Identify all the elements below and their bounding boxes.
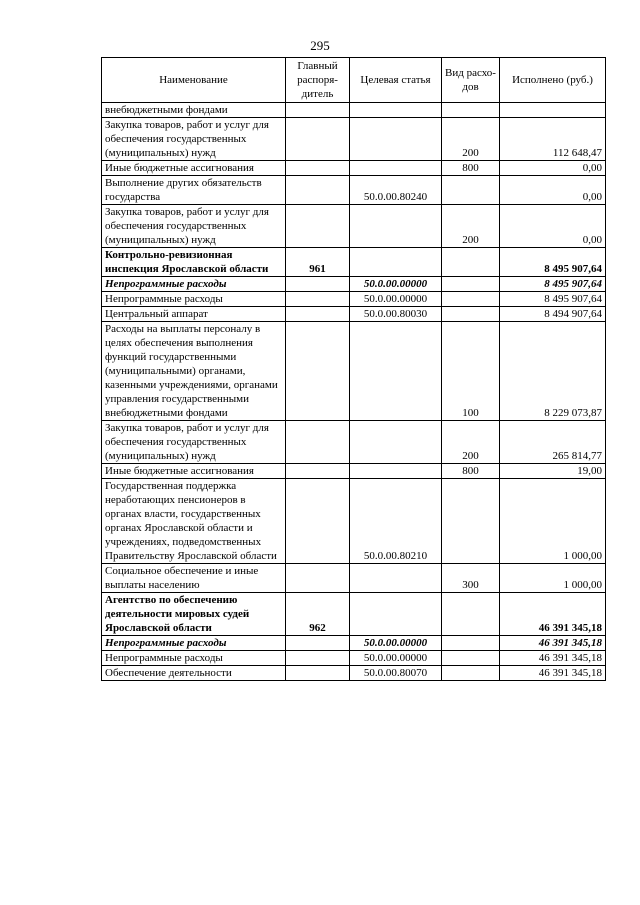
cell-amount: 265 814,77 xyxy=(500,421,606,464)
cell-manager xyxy=(286,421,350,464)
cell-target xyxy=(350,421,442,464)
cell-target xyxy=(350,593,442,636)
cell-kind xyxy=(442,479,500,564)
cell-amount: 19,00 xyxy=(500,464,606,479)
cell-target: 50.0.00.80210 xyxy=(350,479,442,564)
cell-amount xyxy=(500,103,606,118)
cell-manager xyxy=(286,277,350,292)
cell-name: Непрограммные расходы xyxy=(102,636,286,651)
cell-target: 50.0.00.00000 xyxy=(350,277,442,292)
cell-amount: 46 391 345,18 xyxy=(500,651,606,666)
cell-amount: 46 391 345,18 xyxy=(500,636,606,651)
cell-amount: 8 229 073,87 xyxy=(500,322,606,421)
cell-target xyxy=(350,118,442,161)
cell-name: Иные бюджетные ассигнования xyxy=(102,464,286,479)
cell-manager xyxy=(286,205,350,248)
cell-amount: 1 000,00 xyxy=(500,479,606,564)
header-target: Целевая статья xyxy=(350,58,442,103)
cell-amount: 8 495 907,64 xyxy=(500,248,606,277)
cell-kind xyxy=(442,292,500,307)
cell-target: 50.0.00.80240 xyxy=(350,176,442,205)
table-row xyxy=(102,161,606,176)
cell-kind xyxy=(442,248,500,277)
cell-target xyxy=(350,205,442,248)
cell-manager xyxy=(286,564,350,593)
header-manager: Главный распоря-дитель xyxy=(286,58,350,103)
cell-kind: 200 xyxy=(442,205,500,248)
cell-target: 50.0.00.80030 xyxy=(350,307,442,322)
cell-manager xyxy=(286,176,350,205)
cell-kind xyxy=(442,176,500,205)
cell-manager xyxy=(286,651,350,666)
cell-kind xyxy=(442,593,500,636)
cell-kind xyxy=(442,277,500,292)
cell-kind xyxy=(442,636,500,651)
cell-amount: 8 494 907,64 xyxy=(500,307,606,322)
cell-target xyxy=(350,564,442,593)
table-body xyxy=(102,103,606,681)
table-row xyxy=(102,479,606,564)
cell-manager: 961 xyxy=(286,248,350,277)
cell-target xyxy=(350,322,442,421)
budget-execution-table xyxy=(101,57,606,681)
cell-manager xyxy=(286,322,350,421)
cell-manager xyxy=(286,118,350,161)
cell-name: Непрограммные расходы xyxy=(102,277,286,292)
header-amount: Исполнено (руб.) xyxy=(500,58,606,103)
table-row xyxy=(102,564,606,593)
cell-name: Иные бюджетные ассигнования xyxy=(102,161,286,176)
cell-target xyxy=(350,464,442,479)
cell-name: Непрограммные расходы xyxy=(102,651,286,666)
table-row xyxy=(102,103,606,118)
table-row xyxy=(102,464,606,479)
cell-kind: 800 xyxy=(442,464,500,479)
table-row xyxy=(102,307,606,322)
header-name: Наименование xyxy=(102,58,286,103)
table-header-row xyxy=(102,58,606,103)
cell-manager xyxy=(286,464,350,479)
cell-name: Выполнение других обязательств государства xyxy=(102,176,286,205)
cell-manager xyxy=(286,666,350,681)
cell-manager xyxy=(286,161,350,176)
cell-amount: 1 000,00 xyxy=(500,564,606,593)
table-row xyxy=(102,651,606,666)
cell-amount: 46 391 345,18 xyxy=(500,593,606,636)
cell-kind: 300 xyxy=(442,564,500,593)
table-row xyxy=(102,176,606,205)
cell-manager xyxy=(286,307,350,322)
table-row xyxy=(102,248,606,277)
cell-manager xyxy=(286,103,350,118)
table-row xyxy=(102,322,606,421)
cell-target: 50.0.00.00000 xyxy=(350,651,442,666)
table-row xyxy=(102,636,606,651)
cell-name: Социальное обеспечение и иные выплаты населению xyxy=(102,564,286,593)
cell-kind xyxy=(442,307,500,322)
cell-target: 50.0.00.00000 xyxy=(350,292,442,307)
table-row xyxy=(102,593,606,636)
cell-amount: 46 391 345,18 xyxy=(500,666,606,681)
cell-kind: 100 xyxy=(442,322,500,421)
cell-kind: 200 xyxy=(442,421,500,464)
cell-name: Контрольно-ревизионная инспекция Ярославской области xyxy=(102,248,286,277)
cell-amount: 112 648,47 xyxy=(500,118,606,161)
page-number: 295 xyxy=(310,38,330,53)
cell-target: 50.0.00.00000 xyxy=(350,636,442,651)
table-row xyxy=(102,118,606,161)
cell-target: 50.0.00.80070 xyxy=(350,666,442,681)
cell-manager xyxy=(286,636,350,651)
cell-amount: 0,00 xyxy=(500,161,606,176)
cell-target xyxy=(350,161,442,176)
cell-target xyxy=(350,248,442,277)
table-row xyxy=(102,277,606,292)
cell-amount: 8 495 907,64 xyxy=(500,277,606,292)
cell-manager xyxy=(286,292,350,307)
cell-target xyxy=(350,103,442,118)
cell-name: Обеспечение деятельности xyxy=(102,666,286,681)
cell-name: Непрограммные расходы xyxy=(102,292,286,307)
cell-manager xyxy=(286,479,350,564)
cell-kind xyxy=(442,103,500,118)
cell-manager: 962 xyxy=(286,593,350,636)
table-row xyxy=(102,292,606,307)
header-kind: Вид расхо-дов xyxy=(442,58,500,103)
cell-name: Агентство по обеспечению деятельности мировых судей Ярославской области xyxy=(102,593,286,636)
cell-kind: 800 xyxy=(442,161,500,176)
cell-kind xyxy=(442,651,500,666)
cell-name: Расходы на выплаты персоналу в целях обеспечения выполнения функций государственными (муниципальными) органами, казенными учреждениями, органами управления государственными внебюджетными фондами xyxy=(102,322,286,421)
cell-kind xyxy=(442,666,500,681)
cell-amount: 0,00 xyxy=(500,205,606,248)
cell-amount: 8 495 907,64 xyxy=(500,292,606,307)
table-row xyxy=(102,666,606,681)
cell-name: Закупка товаров, работ и услуг для обеспечения государственных (муниципальных) нужд xyxy=(102,205,286,248)
cell-name: Закупка товаров, работ и услуг для обеспечения государственных (муниципальных) нужд xyxy=(102,421,286,464)
cell-name: Центральный аппарат xyxy=(102,307,286,322)
cell-name: Закупка товаров, работ и услуг для обеспечения государственных (муниципальных) нужд xyxy=(102,118,286,161)
cell-kind: 200 xyxy=(442,118,500,161)
cell-amount: 0,00 xyxy=(500,176,606,205)
cell-name: Государственная поддержка неработающих пенсионеров в органах власти, государственных органах Ярославской области и учреждениях, подведомственных Правительству Ярославской области xyxy=(102,479,286,564)
cell-name: внебюджетными фондами xyxy=(102,103,286,118)
table-row xyxy=(102,205,606,248)
table-row xyxy=(102,421,606,464)
